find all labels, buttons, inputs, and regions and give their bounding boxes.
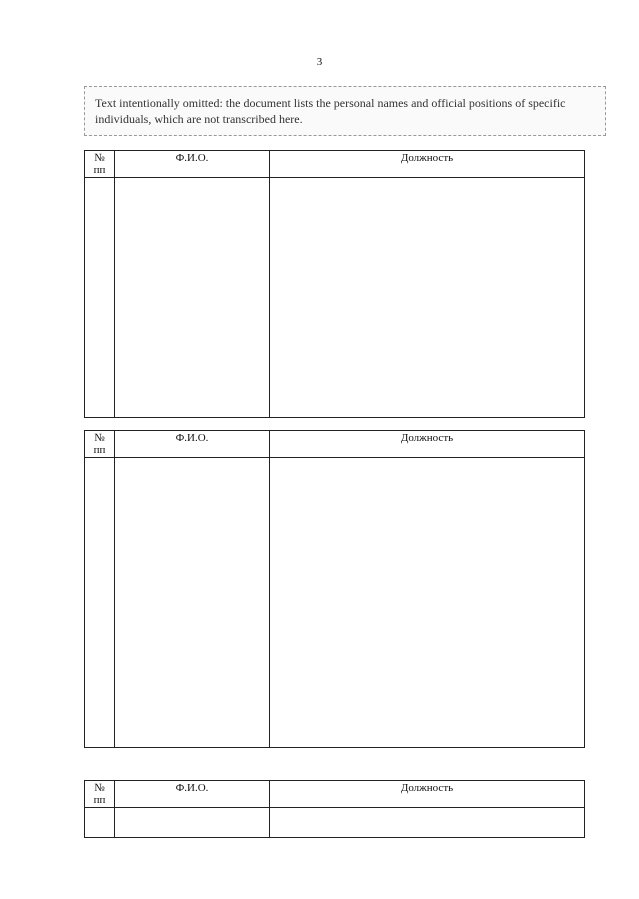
redaction-notice: Text intentionally omitted: the document lists the personal names and official positions of specific individuals, which are not transcribed here. [84, 86, 606, 136]
col-role-header: Должность [270, 151, 585, 178]
col-num-header: № пп [85, 781, 115, 808]
page-number: 3 [316, 56, 323, 68]
col-name-header: Ф.И.О. [115, 781, 270, 808]
committee-table-main [84, 150, 585, 418]
table-row [85, 458, 585, 748]
col-num-header: № пп [85, 431, 115, 458]
committee-table-second [84, 780, 585, 838]
col-role-header: Должность [270, 781, 585, 808]
col-name-header: Ф.И.О. [115, 151, 270, 178]
committee-table-reserve [84, 430, 585, 748]
table-row [85, 178, 585, 418]
table-row [85, 808, 585, 838]
col-num-header: № пп [85, 151, 115, 178]
col-role-header: Должность [270, 431, 585, 458]
col-name-header: Ф.И.О. [115, 431, 270, 458]
